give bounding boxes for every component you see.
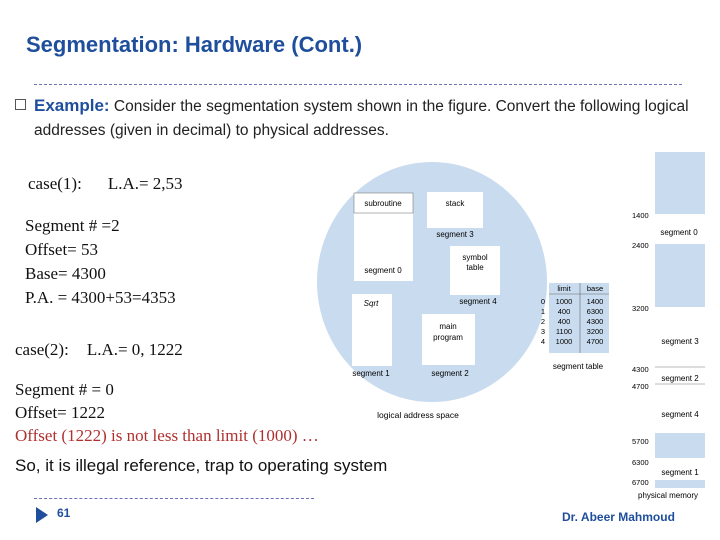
phys-segment3-label: segment 3: [661, 337, 699, 346]
case1-base: Base= 4300: [25, 264, 106, 283]
segment3-label: segment 3: [436, 230, 474, 239]
case2-limit-check: Offset (1222) is not less than limit (1000) …: [15, 426, 319, 445]
row0-index: 0: [540, 297, 546, 306]
phys-segment4-block: [655, 384, 705, 433]
phys-segment2-label: segment 2: [661, 374, 699, 383]
slide-title: Segmentation: Hardware (Cont.): [26, 32, 363, 57]
case1-segment-number: Segment # =2: [25, 216, 120, 235]
sqrt-label: Sqrt: [363, 299, 379, 308]
phys-segment0-label: segment 0: [660, 228, 698, 237]
segment-table-caption: segment table: [552, 362, 604, 371]
case1-label: case(1):: [28, 174, 82, 193]
case1-physical-address: P.A. = 4300+53=4353: [25, 288, 176, 307]
segment1-label: segment 1: [352, 369, 390, 378]
row3-index: 3: [540, 327, 546, 336]
address-4700: 4700: [632, 382, 649, 391]
stack-label: stack: [445, 199, 465, 208]
limit-header: limit: [557, 284, 571, 293]
row0-base: 1400: [586, 297, 604, 306]
row3-limit: 1100: [555, 327, 573, 336]
example-label: Example:: [34, 96, 110, 115]
row2-base: 4300: [586, 317, 604, 326]
address-6700: 6700: [632, 478, 649, 487]
case1-offset: Offset= 53: [25, 240, 99, 259]
phys-segment4-label: segment 4: [661, 410, 699, 419]
row2-index: 2: [540, 317, 546, 326]
case2-offset: Offset= 1222: [15, 403, 106, 422]
row1-limit: 400: [557, 307, 571, 316]
author-name: Dr. Abeer Mahmoud: [562, 510, 675, 524]
slide-arrow-icon: [36, 507, 48, 523]
segment2-label: segment 2: [431, 369, 469, 378]
example-text: Consider the segmentation system shown in the figure. Convert the following logical addresses (given in decimal) to physical addresses.: [34, 98, 689, 139]
case2-logical-address: L.A.= 0, 1222: [86, 340, 183, 359]
logical-address-space-caption: logical address space: [377, 410, 459, 420]
segment4-label: segment 4: [459, 297, 497, 306]
program-label: program: [433, 333, 463, 342]
footer-divider: [34, 498, 314, 499]
stack-box: [427, 192, 483, 228]
row2-limit: 400: [557, 317, 571, 326]
subroutine-label: subroutine: [364, 199, 402, 208]
segment0-label: segment 0: [364, 266, 402, 275]
address-1400: 1400: [632, 211, 649, 220]
address-5700: 5700: [632, 437, 649, 446]
row4-base: 4700: [586, 337, 604, 346]
symbol-label: symbol: [462, 253, 488, 262]
address-2400: 2400: [632, 241, 649, 250]
row1-index: 1: [540, 307, 546, 316]
row3-base: 3200: [586, 327, 604, 336]
address-3200: 3200: [632, 304, 649, 313]
row0-limit: 1000: [555, 297, 573, 306]
row4-index: 4: [540, 337, 546, 346]
main-label: main: [439, 322, 457, 331]
slide-number: 61: [57, 506, 71, 520]
conclusion-text: So, it is illegal reference, trap to operating system: [15, 456, 388, 475]
phys-segment1-label: segment 1: [661, 468, 699, 477]
case2-segment-number: Segment # = 0: [15, 380, 114, 399]
table-label: table: [466, 263, 484, 272]
base-header: base: [586, 284, 604, 293]
row4-limit: 1000: [555, 337, 573, 346]
physical-memory-caption: physical memory: [638, 491, 699, 500]
case1-logical-address: L.A.= 2,53: [107, 174, 183, 193]
row1-base: 6300: [586, 307, 604, 316]
address-6300: 6300: [632, 458, 649, 467]
address-4300: 4300: [632, 365, 649, 374]
case2-label: case(2):: [15, 340, 69, 359]
